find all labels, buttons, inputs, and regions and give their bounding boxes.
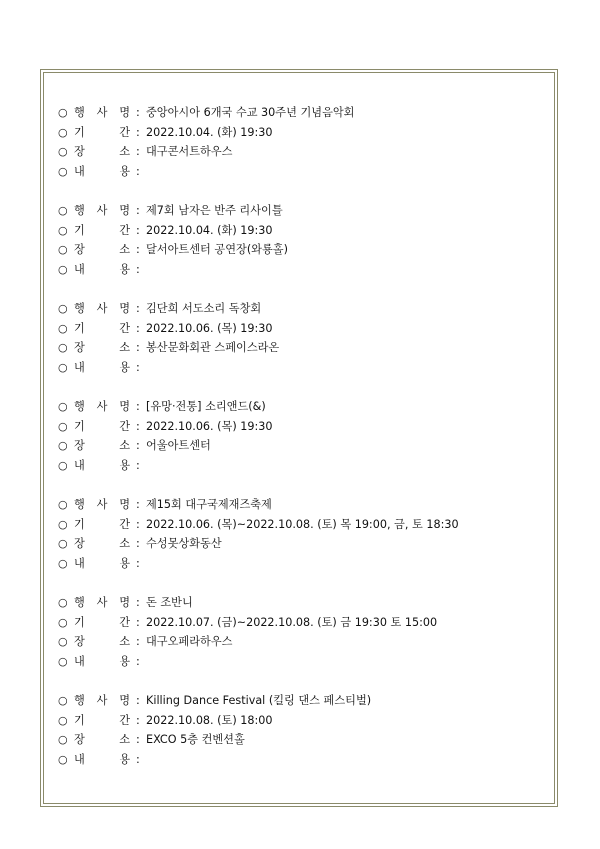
field-label [74, 103, 136, 123]
event-name-row [58, 691, 548, 711]
circle-bullet-icon: ○ [58, 419, 68, 433]
event-content-value [146, 750, 548, 770]
field-label-char: 명 [119, 694, 130, 707]
event-place-value: 대구콘서트하우스 [146, 145, 233, 158]
field-label [74, 260, 136, 280]
field-label [74, 338, 136, 358]
field-label [74, 711, 136, 731]
field-label-char: 내 [74, 262, 85, 276]
event-period-value: 2022.10.06. (목) 19:30 [146, 321, 273, 335]
field-label [74, 730, 136, 750]
circle-bullet-icon: ○ [58, 596, 68, 609]
field-label-char: 사 [96, 498, 108, 511]
field-colon: : [136, 419, 140, 433]
field-label [74, 534, 136, 554]
field-label-char: 간 [119, 517, 130, 531]
circle-bullet-icon: ○ [58, 360, 68, 374]
event-name-value: 제7회 남자은 반주 리사이틀 [146, 204, 283, 217]
field-label [74, 319, 136, 339]
event-item [58, 495, 548, 573]
event-period-value: 2022.10.06. (목)~2022.10.08. (토) 목 19:00, 금, 토 18:30 [146, 517, 459, 531]
field-colon: : [136, 713, 140, 727]
event-place-row [58, 142, 548, 162]
event-item [58, 299, 548, 377]
event-period-value: 2022.10.04. (화) 19:30 [146, 125, 273, 139]
event-content-row [58, 652, 548, 672]
event-period-value: 2022.10.04. (화) 19:30 [146, 223, 273, 237]
event-place-row [58, 632, 548, 652]
circle-bullet-icon: ○ [58, 556, 68, 570]
field-label [74, 417, 136, 437]
field-label-char: 사 [96, 204, 108, 217]
event-list [58, 103, 548, 789]
field-label-char: 소 [119, 537, 130, 550]
circle-bullet-icon: ○ [58, 302, 68, 315]
field-label-char: 기 [74, 125, 85, 139]
field-label-char: 용 [119, 654, 130, 668]
field-label-char: 행 [74, 400, 85, 413]
field-colon: : [136, 458, 140, 472]
event-content-row [58, 358, 548, 378]
field-label-char: 간 [119, 321, 130, 335]
field-label [74, 554, 136, 574]
event-content-row [58, 750, 548, 770]
field-colon: : [136, 360, 140, 374]
field-colon: : [136, 537, 140, 550]
event-name-value: Killing Dance Festival (킬링 댄스 페스티벌) [146, 694, 372, 707]
event-place-row [58, 436, 548, 456]
event-period-value: 2022.10.06. (목) 19:30 [146, 419, 273, 433]
field-label-char: 내 [74, 458, 85, 472]
field-label-char: 장 [74, 341, 85, 354]
field-label-char: 행 [74, 694, 85, 707]
field-colon: : [136, 615, 140, 629]
circle-bullet-icon: ○ [58, 164, 68, 178]
field-label [74, 593, 136, 613]
circle-bullet-icon: ○ [58, 439, 68, 452]
field-label [74, 358, 136, 378]
event-place-value: 대구오페라하우스 [146, 635, 233, 648]
field-colon: : [136, 556, 140, 570]
event-content-value [146, 456, 548, 476]
field-label-char: 행 [74, 106, 85, 119]
event-period-value: 2022.10.08. (토) 18:00 [146, 713, 273, 727]
event-content-row [58, 260, 548, 280]
field-label-char: 내 [74, 360, 85, 374]
field-label-char: 장 [74, 635, 85, 648]
event-name-row [58, 495, 548, 515]
field-colon: : [136, 733, 140, 746]
event-name-value: 김단희 서도소리 독창회 [146, 302, 262, 315]
circle-bullet-icon: ○ [58, 243, 68, 256]
field-colon: : [136, 596, 140, 609]
field-colon: : [136, 752, 140, 766]
event-name-row [58, 299, 548, 319]
field-label-char: 기 [74, 419, 85, 433]
field-label-char: 기 [74, 713, 85, 727]
event-content-value [146, 652, 548, 672]
field-label-char: 소 [119, 733, 130, 746]
field-label-char: 장 [74, 243, 85, 256]
field-label-char: 행 [74, 498, 85, 511]
field-label [74, 240, 136, 260]
field-label [74, 397, 136, 417]
circle-bullet-icon: ○ [58, 145, 68, 158]
event-item [58, 103, 548, 181]
field-colon: : [136, 223, 140, 237]
field-label-char: 행 [74, 302, 85, 315]
circle-bullet-icon: ○ [58, 654, 68, 668]
field-label-char: 사 [96, 596, 108, 609]
field-colon: : [136, 439, 140, 452]
field-label-char: 명 [119, 106, 130, 119]
circle-bullet-icon: ○ [58, 537, 68, 550]
event-place-value: 어울아트센터 [146, 439, 211, 452]
circle-bullet-icon: ○ [58, 125, 68, 139]
event-period-row [58, 123, 548, 143]
field-label [74, 750, 136, 770]
field-label [74, 613, 136, 633]
event-name-value: [유망·전통] 소리앤드(&) [146, 400, 266, 413]
circle-bullet-icon: ○ [58, 223, 68, 237]
field-label-char: 간 [119, 713, 130, 727]
circle-bullet-icon: ○ [58, 262, 68, 276]
field-label-char: 명 [119, 596, 130, 609]
field-label-char: 장 [74, 537, 85, 550]
field-label [74, 436, 136, 456]
event-period-row [58, 221, 548, 241]
field-colon: : [136, 635, 140, 648]
field-colon: : [136, 106, 140, 119]
event-name-value: 제15회 대구국제재즈축제 [146, 498, 272, 511]
field-label-char: 내 [74, 556, 85, 570]
field-label-char: 간 [119, 615, 130, 629]
event-content-row [58, 554, 548, 574]
field-label-char: 사 [96, 106, 108, 119]
field-label-char: 명 [119, 498, 130, 511]
field-label-char: 소 [119, 243, 130, 256]
event-item [58, 397, 548, 475]
event-content-value [146, 554, 548, 574]
field-label-char: 소 [119, 341, 130, 354]
circle-bullet-icon: ○ [58, 341, 68, 354]
event-period-row [58, 613, 548, 633]
field-label [74, 162, 136, 182]
event-place-value: 수성못상화동산 [146, 537, 222, 550]
event-name-row [58, 201, 548, 221]
event-period-value: 2022.10.07. (금)~2022.10.08. (토) 금 19:30 토 15:00 [146, 615, 438, 629]
field-label-char: 명 [119, 400, 130, 413]
event-name-row [58, 397, 548, 417]
field-label-char: 장 [74, 439, 85, 452]
event-place-row [58, 338, 548, 358]
circle-bullet-icon: ○ [58, 204, 68, 217]
field-colon: : [136, 243, 140, 256]
field-label-char: 명 [119, 302, 130, 315]
event-place-row [58, 240, 548, 260]
field-label-char: 용 [119, 752, 130, 766]
field-label-char: 간 [119, 125, 130, 139]
field-label-char: 행 [74, 596, 85, 609]
field-label-char: 용 [119, 164, 130, 178]
field-label-char: 사 [96, 302, 108, 315]
event-item [58, 691, 548, 769]
field-label-char: 기 [74, 223, 85, 237]
event-name-value: 돈 조반니 [146, 596, 193, 609]
field-label-char: 용 [119, 458, 130, 472]
field-label-char: 간 [119, 419, 130, 433]
field-label [74, 652, 136, 672]
event-content-value [146, 162, 548, 182]
field-colon: : [136, 302, 140, 315]
field-label-char: 소 [119, 635, 130, 648]
field-colon: : [136, 262, 140, 276]
field-label [74, 123, 136, 143]
circle-bullet-icon: ○ [58, 615, 68, 629]
event-name-row [58, 103, 548, 123]
circle-bullet-icon: ○ [58, 498, 68, 511]
field-colon: : [136, 145, 140, 158]
event-item [58, 593, 548, 671]
event-period-row [58, 515, 548, 535]
field-label-char: 내 [74, 164, 85, 178]
event-content-row [58, 456, 548, 476]
event-place-row [58, 534, 548, 554]
event-period-row [58, 711, 548, 731]
field-label [74, 632, 136, 652]
event-place-value: 봉산문화회관 스페이스라온 [146, 341, 280, 354]
field-colon: : [136, 204, 140, 217]
circle-bullet-icon: ○ [58, 635, 68, 648]
circle-bullet-icon: ○ [58, 321, 68, 335]
field-label-char: 내 [74, 654, 85, 668]
field-label-char: 사 [96, 694, 108, 707]
field-label-char: 소 [119, 439, 130, 452]
field-label-char: 내 [74, 752, 85, 766]
field-label [74, 299, 136, 319]
circle-bullet-icon: ○ [58, 458, 68, 472]
field-label [74, 495, 136, 515]
field-label-char: 행 [74, 204, 85, 217]
field-colon: : [136, 341, 140, 354]
field-colon: : [136, 400, 140, 413]
field-label-char: 기 [74, 321, 85, 335]
event-item [58, 201, 548, 279]
field-label-char: 사 [96, 400, 108, 413]
event-name-value: 중앙아시아 6개국 수교 30주년 기념음악회 [146, 106, 355, 119]
event-place-value: EXCO 5층 컨벤션홀 [146, 733, 245, 746]
circle-bullet-icon: ○ [58, 400, 68, 413]
event-content-value [146, 358, 548, 378]
field-colon: : [136, 164, 140, 178]
field-label [74, 221, 136, 241]
field-label-char: 장 [74, 733, 85, 746]
field-label-char: 기 [74, 615, 85, 629]
circle-bullet-icon: ○ [58, 694, 68, 707]
circle-bullet-icon: ○ [58, 733, 68, 746]
circle-bullet-icon: ○ [58, 713, 68, 727]
field-colon: : [136, 125, 140, 139]
circle-bullet-icon: ○ [58, 106, 68, 119]
field-label [74, 691, 136, 711]
event-content-row [58, 162, 548, 182]
field-label-char: 용 [119, 262, 130, 276]
circle-bullet-icon: ○ [58, 752, 68, 766]
field-label-char: 용 [119, 360, 130, 374]
field-label [74, 201, 136, 221]
field-label-char: 소 [119, 145, 130, 158]
field-label-char: 명 [119, 204, 130, 217]
field-colon: : [136, 498, 140, 511]
field-colon: : [136, 654, 140, 668]
field-label [74, 456, 136, 476]
field-colon: : [136, 694, 140, 707]
field-label-char: 장 [74, 145, 85, 158]
circle-bullet-icon: ○ [58, 517, 68, 531]
event-name-row [58, 593, 548, 613]
event-place-value: 달서아트센터 공연장(와룡홀) [146, 243, 288, 256]
field-colon: : [136, 517, 140, 531]
field-label-char: 용 [119, 556, 130, 570]
field-label-char: 기 [74, 517, 85, 531]
event-content-value [146, 260, 548, 280]
field-colon: : [136, 321, 140, 335]
event-period-row [58, 319, 548, 339]
field-label-char: 간 [119, 223, 130, 237]
field-label [74, 142, 136, 162]
event-period-row [58, 417, 548, 437]
event-place-row [58, 730, 548, 750]
field-label [74, 515, 136, 535]
